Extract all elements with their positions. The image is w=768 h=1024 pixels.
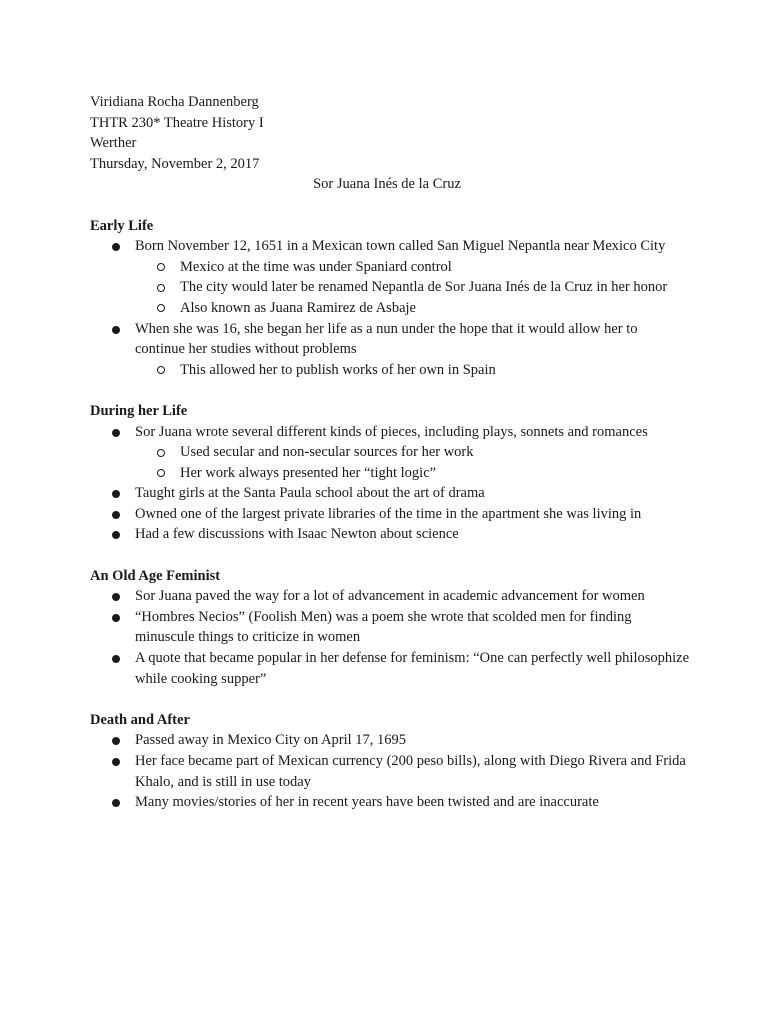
document-title: Sor Juana Inés de la Cruz xyxy=(313,176,461,193)
hollow-bullet-icon xyxy=(157,449,165,457)
author-name: Viridiana Rocha Dannenberg xyxy=(90,94,259,110)
filled-bullet-icon xyxy=(112,737,120,745)
section-heading: An Old Age Feminist xyxy=(90,567,221,584)
filled-bullet-icon xyxy=(112,614,120,622)
instructor-name: Werther xyxy=(90,135,137,152)
list-item xyxy=(90,607,690,648)
course-name: THTR 230* Theatre History I xyxy=(90,114,264,131)
list-item xyxy=(90,524,690,545)
list-item xyxy=(90,483,690,504)
bullet-list xyxy=(90,422,690,546)
section-heading: Death and After xyxy=(90,711,190,728)
list-item xyxy=(90,319,690,360)
bullet-list xyxy=(90,236,690,380)
list-item xyxy=(90,751,690,792)
sub-list-item xyxy=(90,257,690,278)
list-item-text: A quote that became popular in her defense for feminism: “One can perfectly well philosophize while cooking supper” xyxy=(135,650,690,687)
list-item xyxy=(90,730,690,751)
list-item xyxy=(90,236,690,257)
filled-bullet-icon xyxy=(112,655,120,663)
list-item xyxy=(90,422,690,443)
list-item xyxy=(90,504,690,525)
section-heading: During her Life xyxy=(90,402,188,419)
bullet-list xyxy=(90,586,690,689)
filled-bullet-icon xyxy=(112,593,120,601)
list-item xyxy=(90,648,690,689)
list-item-text: Sor Juana paved the way for a lot of advancement in academic advancement for women xyxy=(135,588,645,605)
list-item-text: Used secular and non-secular sources for her work xyxy=(180,444,474,461)
filled-bullet-icon xyxy=(112,511,120,519)
list-item-text: Owned one of the largest private libraries of the time in the apartment she was living in xyxy=(135,505,642,522)
sub-list-item xyxy=(90,360,690,381)
filled-bullet-icon xyxy=(112,429,120,437)
section-old-age-feminist xyxy=(90,566,690,690)
document-date: Thursday, November 2, 2017 xyxy=(90,155,260,172)
sub-list-item xyxy=(90,298,690,319)
list-item-text: Had a few discussions with Isaac Newton about science xyxy=(135,526,459,543)
hollow-bullet-icon xyxy=(157,469,165,477)
list-item-text: This allowed her to publish works of her own in Spain xyxy=(180,361,496,378)
section-early-life xyxy=(90,216,690,381)
hollow-bullet-icon xyxy=(157,263,165,271)
list-item xyxy=(90,586,690,607)
list-item-text: Her face became part of Mexican currency (200 peso bills), along with Diego Rivera and Frida Khalo, and is still in use today xyxy=(135,753,686,790)
list-item-text: Passed away in Mexico City on April 17, 1695 xyxy=(135,732,407,749)
hollow-bullet-icon xyxy=(157,304,165,312)
filled-bullet-icon xyxy=(112,490,120,498)
filled-bullet-icon xyxy=(112,531,120,539)
list-item-text: Mexico at the time was under Spaniard control xyxy=(180,258,452,275)
section-during-her-life xyxy=(90,401,690,545)
section-heading: Early Life xyxy=(90,217,154,234)
sub-list-item xyxy=(90,277,690,298)
list-item-text: Sor Juana wrote several different kinds of pieces, including plays, sonnets and romances xyxy=(135,423,648,440)
list-item-text: Her work always presented her “tight logic” xyxy=(180,464,437,481)
list-item-text: “Hombres Necios” (Foolish Men) was a poem she wrote that scolded men for finding minuscule things to criticize in women xyxy=(135,608,632,646)
filled-bullet-icon xyxy=(112,799,120,807)
list-item xyxy=(90,792,690,813)
list-item-text: Also known as Juana Ramirez de Asbaje xyxy=(180,299,416,316)
list-item-text: Born November 12, 1651 in a Mexican town called San Miguel Nepantla near Mexico City xyxy=(135,238,666,255)
filled-bullet-icon xyxy=(112,326,120,334)
sub-list-item xyxy=(90,442,690,463)
filled-bullet-icon xyxy=(112,243,120,251)
hollow-bullet-icon xyxy=(157,284,165,292)
list-item-text: Taught girls at the Santa Paula school about the art of drama xyxy=(135,485,485,502)
section-death-and-after xyxy=(90,710,690,813)
hollow-bullet-icon xyxy=(157,366,165,374)
document-page xyxy=(90,92,690,813)
sub-list-item xyxy=(90,463,690,484)
list-item-text: When she was 16, she began her life as a nun under the hope that it would allow her to continue her studies without problems xyxy=(135,320,638,358)
list-item-text: The city would later be renamed Nepantla de Sor Juana Inés de la Cruz in her honor xyxy=(180,279,668,296)
bullet-list xyxy=(90,730,690,812)
list-item-text: Many movies/stories of her in recent years have been twisted and are inaccurate xyxy=(135,794,599,811)
filled-bullet-icon xyxy=(112,758,120,766)
